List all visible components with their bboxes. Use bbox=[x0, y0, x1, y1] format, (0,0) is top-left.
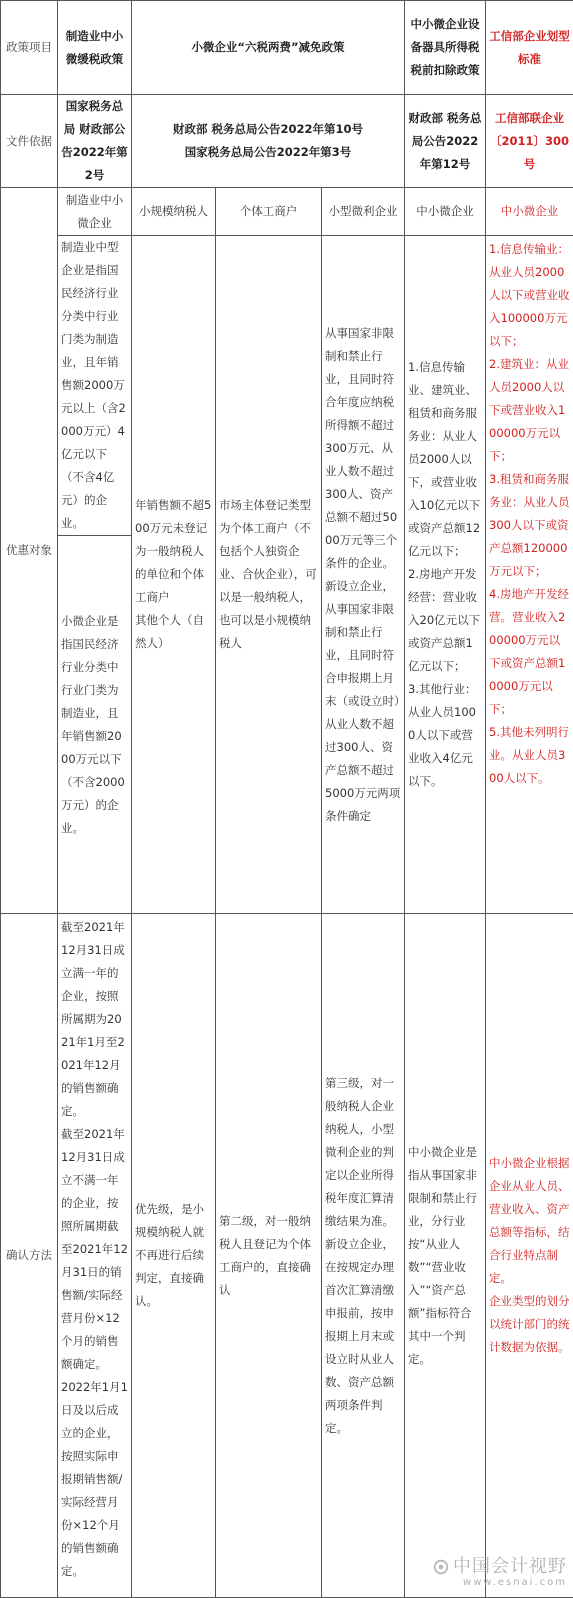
preferential-subheader-row bbox=[1, 188, 573, 236]
subheader-manufacturing-sme: 制造业中小微企业 bbox=[58, 188, 132, 236]
document-basis-row bbox=[1, 95, 573, 188]
equipment-policy-header: 中小微企业设备器具所得税税前扣除政策 bbox=[405, 1, 486, 95]
micro-profit-confirmation: 第三级，对一般纳税人企业纳税人，小型微利企业的判定以企业所得税年度汇算清缴结果为准。 新设立企业，在按规定办理首次汇算清缴申报前，按申报期上月末或设立时从业人数、资产总额两项条件判定。 bbox=[322, 914, 405, 1598]
miit-document: 工信部联企业〔2011〕300号 bbox=[486, 95, 573, 188]
document-basis-label: 文件依据 bbox=[1, 95, 58, 188]
six-tax-document-1: 财政部 税务总局公告2022年第10号 bbox=[135, 118, 401, 141]
miit-item: 4.房地产开发经营。营业收入200000万元以下或资产总额10000万元以下； bbox=[489, 583, 570, 721]
micro-profit-definition: 从事国家非限制和禁止行业，且同时符合年度应纳税所得额不超过300万元、从业人数不超过300人、资产总额不超过5000万元等三个条件的企业。 新设立企业，从事国家非限制和禁止行业，且同时符合申报期上月末（或设立时）从业人数不超过300人、资产总额不超过5000万元两项条件确定 bbox=[322, 236, 405, 914]
watermark-en: www.esnai.com bbox=[432, 1578, 567, 1588]
header-row bbox=[1, 1, 573, 95]
six-tax-documents bbox=[132, 95, 405, 188]
manufacturing-small-definition: 小微企业是指国民经济行业分类中行业门类为制造业，且年销售额2000万元以下（不含2000万元）的企业。 bbox=[58, 536, 132, 914]
miit-confirmation-2: 企业类型的划分以统计部门的统计数据为依据。 bbox=[489, 1290, 570, 1359]
preferential-label: 优惠对象 bbox=[1, 188, 58, 914]
subheader-sme-miit: 中小微企业 bbox=[486, 188, 573, 236]
watermark-cn: 中国会计视野 bbox=[453, 1556, 567, 1577]
six-tax-policy-header: 小微企业“六税两费”减免政策 bbox=[132, 1, 405, 95]
sme-definition: 1.信息传输业、建筑业、租赁和商务服务业：从业人员2000人以下，或营业收入10亿元以下或资产总额12亿元以下； 2.房地产开发经营：营业收入20亿元以下或资产总额1亿元以下； 3.其他行业：从业人员1000人以下或营业收入4亿元以下。 bbox=[405, 236, 486, 914]
policy-item-label: 政策项目 bbox=[1, 1, 58, 95]
manufacturing-confirmation: 截至2021年12月31日成立满一年的企业，按照所属期为2021年1月至2021年12月的销售额确定。 截至2021年12月31日成立不满一年的企业，按照所属期截至2021年12月31日的销售额/实际经营月份×12个月的销售额确定。 2022年1月1日及以后成立的企业，按照实际申报期销售额/实际经营月份×12个月的销售额确定。 bbox=[58, 914, 132, 1598]
confirmation-label: 确认方法 bbox=[1, 914, 58, 1598]
subheader-individual: 个体工商户 bbox=[216, 188, 322, 236]
confirmation-row bbox=[1, 914, 573, 1598]
manufacturing-medium-definition: 制造业中型企业是指国民经济行业分类中行业门类为制造业，且年销售额2000万元以上（含2000万元）4亿元以下（不含4亿元）的企业。 bbox=[58, 236, 132, 536]
miit-confirmation-1: 中小微企业根据企业从业人员、营业收入、资产总额等指标，结合行业特点制定。 bbox=[489, 1152, 570, 1290]
miit-item: 2.建筑业：从业人员2000人以下或营业收入100000万元以下； bbox=[489, 353, 570, 468]
miit-item: 1.信息传输业：从业人员2000人以下或营业收入100000万元以下； bbox=[489, 238, 570, 353]
small-scale-definition: 年销售额不超500万元未登记为一般纳税人的单位和个体工商户 其他个人（自然人） bbox=[132, 236, 216, 914]
small-scale-confirmation: 优先级，是小规模纳税人就不再进行后续判定，直接确认。 bbox=[132, 914, 216, 1598]
subheader-sme: 中小微企业 bbox=[405, 188, 486, 236]
six-tax-document-2: 国家税务总局公告2022年第3号 bbox=[135, 141, 401, 164]
miit-definition-list bbox=[486, 236, 573, 914]
miit-standard-header: 工信部企业划型标准 bbox=[486, 1, 573, 95]
subheader-small-scale: 小规模纳税人 bbox=[132, 188, 216, 236]
watermark bbox=[432, 1558, 567, 1588]
manufacturing-document: 国家税务总局 财政部公告2022年第2号 bbox=[58, 95, 132, 188]
individual-definition: 市场主体登记类型为个体工商户（不包括个人独资企业、合伙企业），可以是一般纳税人，也可以是小规模纳税人 bbox=[216, 236, 322, 914]
preferential-row-1 bbox=[1, 236, 573, 536]
sme-confirmation: 中小微企业是指从事国家非限制和禁止行业，分行业按“从业人数”“营业收入”“资产总额”指标符合其中一个判定。 bbox=[405, 914, 486, 1598]
miit-item: 5.其他未列明行业。从业人员300人以下。 bbox=[489, 721, 570, 790]
equipment-document: 财政部 税务总局公告2022年第12号 bbox=[405, 95, 486, 188]
esnai-logo-icon bbox=[432, 1558, 450, 1576]
subheader-micro-profit: 小型微利企业 bbox=[322, 188, 405, 236]
individual-confirmation: 第二级，对一般纳税人且登记为个体工商户的，直接确认 bbox=[216, 914, 322, 1598]
miit-confirmation bbox=[486, 914, 573, 1598]
miit-item: 3.租赁和商务服务业：从业人员300人以下或资产总额120000万元以下； bbox=[489, 468, 570, 583]
manufacturing-policy-header: 制造业中小微缓税政策 bbox=[58, 1, 132, 95]
